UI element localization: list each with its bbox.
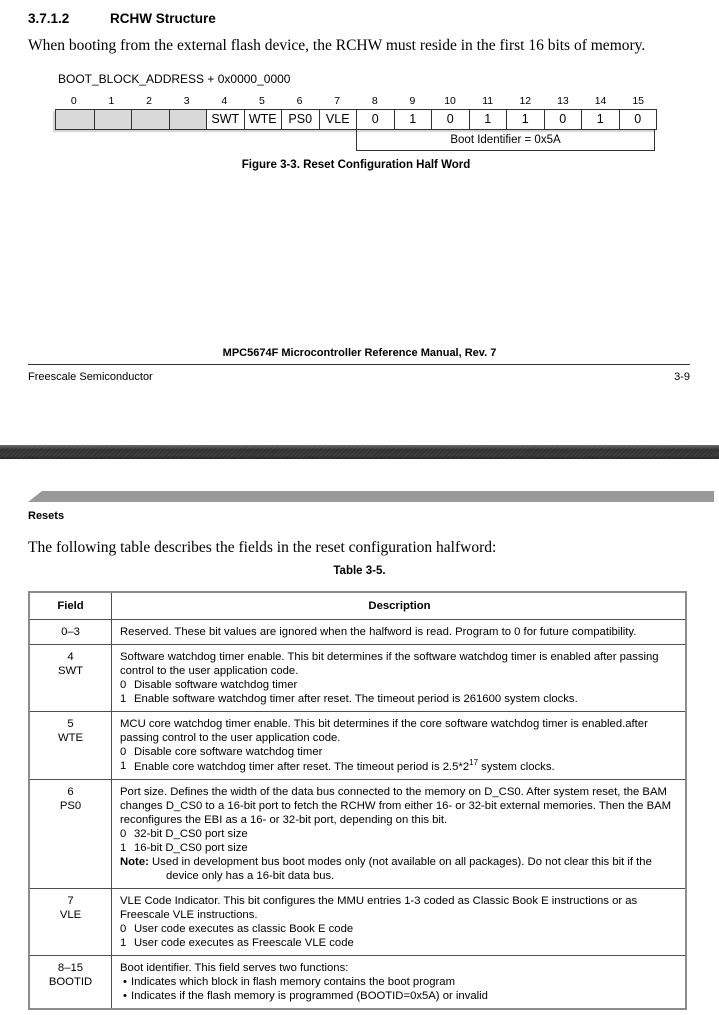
table-header-row	[30, 593, 685, 619]
bullet-icon: •	[123, 989, 127, 1002]
table-row	[30, 779, 685, 888]
description-cell	[112, 780, 685, 888]
option-text: User code executes as Freescale VLE code	[134, 936, 354, 949]
bit-cell: PS0	[281, 110, 319, 129]
option-text: Disable software watchdog timer	[134, 679, 298, 691]
bit-cell: 1	[506, 110, 544, 129]
option-line	[120, 678, 679, 692]
option-value: 0	[120, 922, 127, 935]
rchw-table	[28, 591, 687, 1010]
bullet-text: Indicates which block in flash memory contains the boot program	[131, 975, 456, 988]
bit-number-label: 4	[221, 95, 228, 107]
option-line	[120, 841, 679, 855]
bit-number-label: 10	[444, 95, 456, 107]
intro-paragraph: When booting from the external flash device, the RCHW must reside in the first 16 bits of memory.	[28, 37, 646, 54]
section-title: RCHW Structure	[110, 11, 216, 26]
option-line	[120, 759, 679, 774]
bit-cell: SWT	[206, 110, 244, 129]
bit-number-label: 14	[594, 95, 607, 107]
option-line	[120, 827, 679, 841]
option-line	[120, 692, 679, 706]
description-line: Software watchdog timer enable. This bit determines if the software watchdog timer is enabled after passing control to the user application code.	[120, 651, 659, 677]
bit-number-label: 8	[371, 95, 378, 107]
bit-cell: 1	[469, 110, 507, 129]
description-line: MCU core watchdog timer enable. This bit determines if the core software watchdog timer is enabled.after passing control to the user application code.	[120, 718, 648, 744]
table-intro-paragraph: The following table describes the fields in the reset configuration halfword:	[28, 539, 497, 556]
bit-number-label: 5	[259, 95, 265, 107]
field-cell	[30, 889, 112, 955]
bit-number-row	[55, 95, 657, 108]
option-value: 1	[120, 693, 127, 705]
bit-number-label: 0	[70, 95, 77, 107]
figure-caption: Figure 3-3. Reset Configuration Half Word	[241, 159, 471, 171]
column-header-description: Description	[368, 600, 431, 612]
option-text: Disable core software watchdog timer	[134, 746, 323, 758]
note-label: Note:	[120, 855, 153, 868]
option-value: 0	[120, 679, 127, 691]
section-heading	[28, 11, 216, 26]
manual-title: MPC5674F Microcontroller Reference Manual, Rev. 7	[222, 347, 497, 359]
option-text: 32-bit D_CS0 port size	[134, 827, 248, 840]
bit-cell: VLE	[319, 110, 357, 129]
bit-cell: WTE	[244, 110, 282, 129]
field-bits: 5	[67, 718, 74, 730]
table-row	[30, 619, 685, 644]
bullet-icon: •	[123, 975, 127, 988]
option-value: 1	[120, 841, 127, 854]
field-cell	[30, 780, 112, 888]
bit-number-label: 11	[482, 95, 494, 107]
superscript: 17	[469, 758, 479, 767]
description-cell	[112, 712, 685, 779]
field-bits: 4	[67, 651, 74, 663]
boot-block-address-label: BOOT_BLOCK_ADDRESS + 0x0000_0000	[58, 72, 291, 86]
bit-cell-reserved	[56, 110, 94, 129]
chapter-label: Resets	[28, 510, 65, 522]
page-1	[0, 0, 719, 445]
description-cell	[112, 645, 685, 711]
description-line: Port size. Defines the width of the data bus connected to the memory on D_CS0. After system reset, the BAM changes D_CS0 to a 16-bit port to fetch the RCHW from either 16- or 32-bit external memories. Then the BAM reconfigures the EBI as a 16- or 32-bit port, depending on this bit.	[120, 785, 672, 826]
option-value: 0	[120, 827, 127, 840]
bit-number-label: 2	[146, 95, 152, 107]
field-cell	[30, 956, 112, 1008]
description-cell	[112, 889, 685, 955]
rchw-figure	[55, 95, 657, 171]
option-line	[120, 745, 679, 759]
bit-cell: 1	[394, 110, 432, 129]
bit-number-label: 7	[334, 95, 341, 107]
description-line: Reserved. These bit values are ignored when the halfword is read. Program to 0 for future compatibility.	[120, 626, 637, 638]
bit-cell: 1	[581, 110, 619, 129]
table-row	[30, 711, 685, 779]
note-line: Note: Used in development bus boot modes only (not available on all packages). Do not clear this bit if the device only has a 16-bit data bus.	[120, 855, 652, 882]
table-row	[30, 955, 685, 1008]
bit-number-label: 3	[183, 95, 190, 107]
option-line	[120, 922, 679, 936]
option-value: 0	[120, 746, 127, 758]
field-cell	[30, 645, 112, 711]
publisher-label: Freescale Semiconductor	[28, 371, 153, 383]
bit-number-label: 6	[296, 95, 303, 107]
bullet-line	[120, 975, 679, 989]
page-number: 3-9	[674, 371, 690, 383]
field-bits: 7	[67, 894, 74, 907]
figure-bit-cells	[55, 109, 657, 130]
bit-number-label: 12	[519, 95, 532, 107]
description-line: VLE Code Indicator. This bit configures the MMU entries 1-3 coded as Classic Book E instructions or as Freescale VLE instructions.	[120, 894, 638, 921]
page-2	[0, 459, 719, 1015]
bit-cell-reserved	[131, 110, 169, 129]
bit-cell: 0	[356, 110, 394, 129]
option-value: 1	[120, 760, 127, 772]
boot-identifier-box: Boot Identifier = 0x5A	[356, 130, 655, 151]
description-line: Boot identifier. This field serves two functions:	[120, 961, 349, 974]
field-mnemonic: WTE	[57, 732, 84, 744]
field-mnemonic: PS0	[59, 799, 82, 812]
option-value: 1	[120, 936, 127, 949]
option-text: Enable core watchdog timer after reset. The timeout period is $2.5*2^{17}$ system clocks.	[134, 758, 555, 773]
bit-cell: 0	[431, 110, 469, 129]
option-text: 16-bit D_CS0 port size	[134, 841, 248, 854]
page-separator-band	[0, 445, 719, 459]
field-bits: 6	[67, 785, 74, 798]
table-row	[30, 644, 685, 711]
field-mnemonic: VLE	[59, 908, 82, 921]
chapter-header-bar	[28, 491, 714, 502]
bit-cell: 0	[544, 110, 582, 129]
field-cell	[30, 712, 112, 779]
bit-number-label: 9	[409, 95, 416, 107]
footer-rule	[28, 364, 690, 365]
field-bits: 8–15	[57, 961, 84, 974]
column-header-field: Field	[30, 593, 112, 619]
option-line	[120, 936, 679, 950]
field-mnemonic: SWT	[57, 665, 84, 677]
option-text: User code executes as classic Book E code	[134, 922, 354, 935]
field-cell	[30, 620, 112, 644]
bit-cell-reserved	[169, 110, 207, 129]
bit-number-label: 1	[108, 95, 115, 107]
bullet-text: Indicates if the flash memory is programmed (BOOTID=0x5A) or invalid	[131, 989, 488, 1002]
field-bits: 0–3	[61, 626, 80, 638]
description-cell	[112, 956, 685, 1008]
bit-cell: 0	[619, 110, 657, 129]
bullet-line	[120, 989, 679, 1003]
description-cell	[112, 620, 685, 644]
table-row	[30, 888, 685, 955]
bit-cell-reserved	[94, 110, 132, 129]
bit-number-label: 15	[632, 95, 645, 107]
bit-number-label: 13	[557, 95, 569, 107]
option-text: Enable software watchdog timer after reset. The timeout period is 261600 system clocks.	[134, 693, 578, 705]
field-mnemonic: BOOTID	[48, 975, 93, 988]
section-number: 3.7.1.2	[28, 11, 70, 26]
page-footer	[28, 371, 690, 383]
table-caption: Table 3-5.	[333, 565, 386, 577]
